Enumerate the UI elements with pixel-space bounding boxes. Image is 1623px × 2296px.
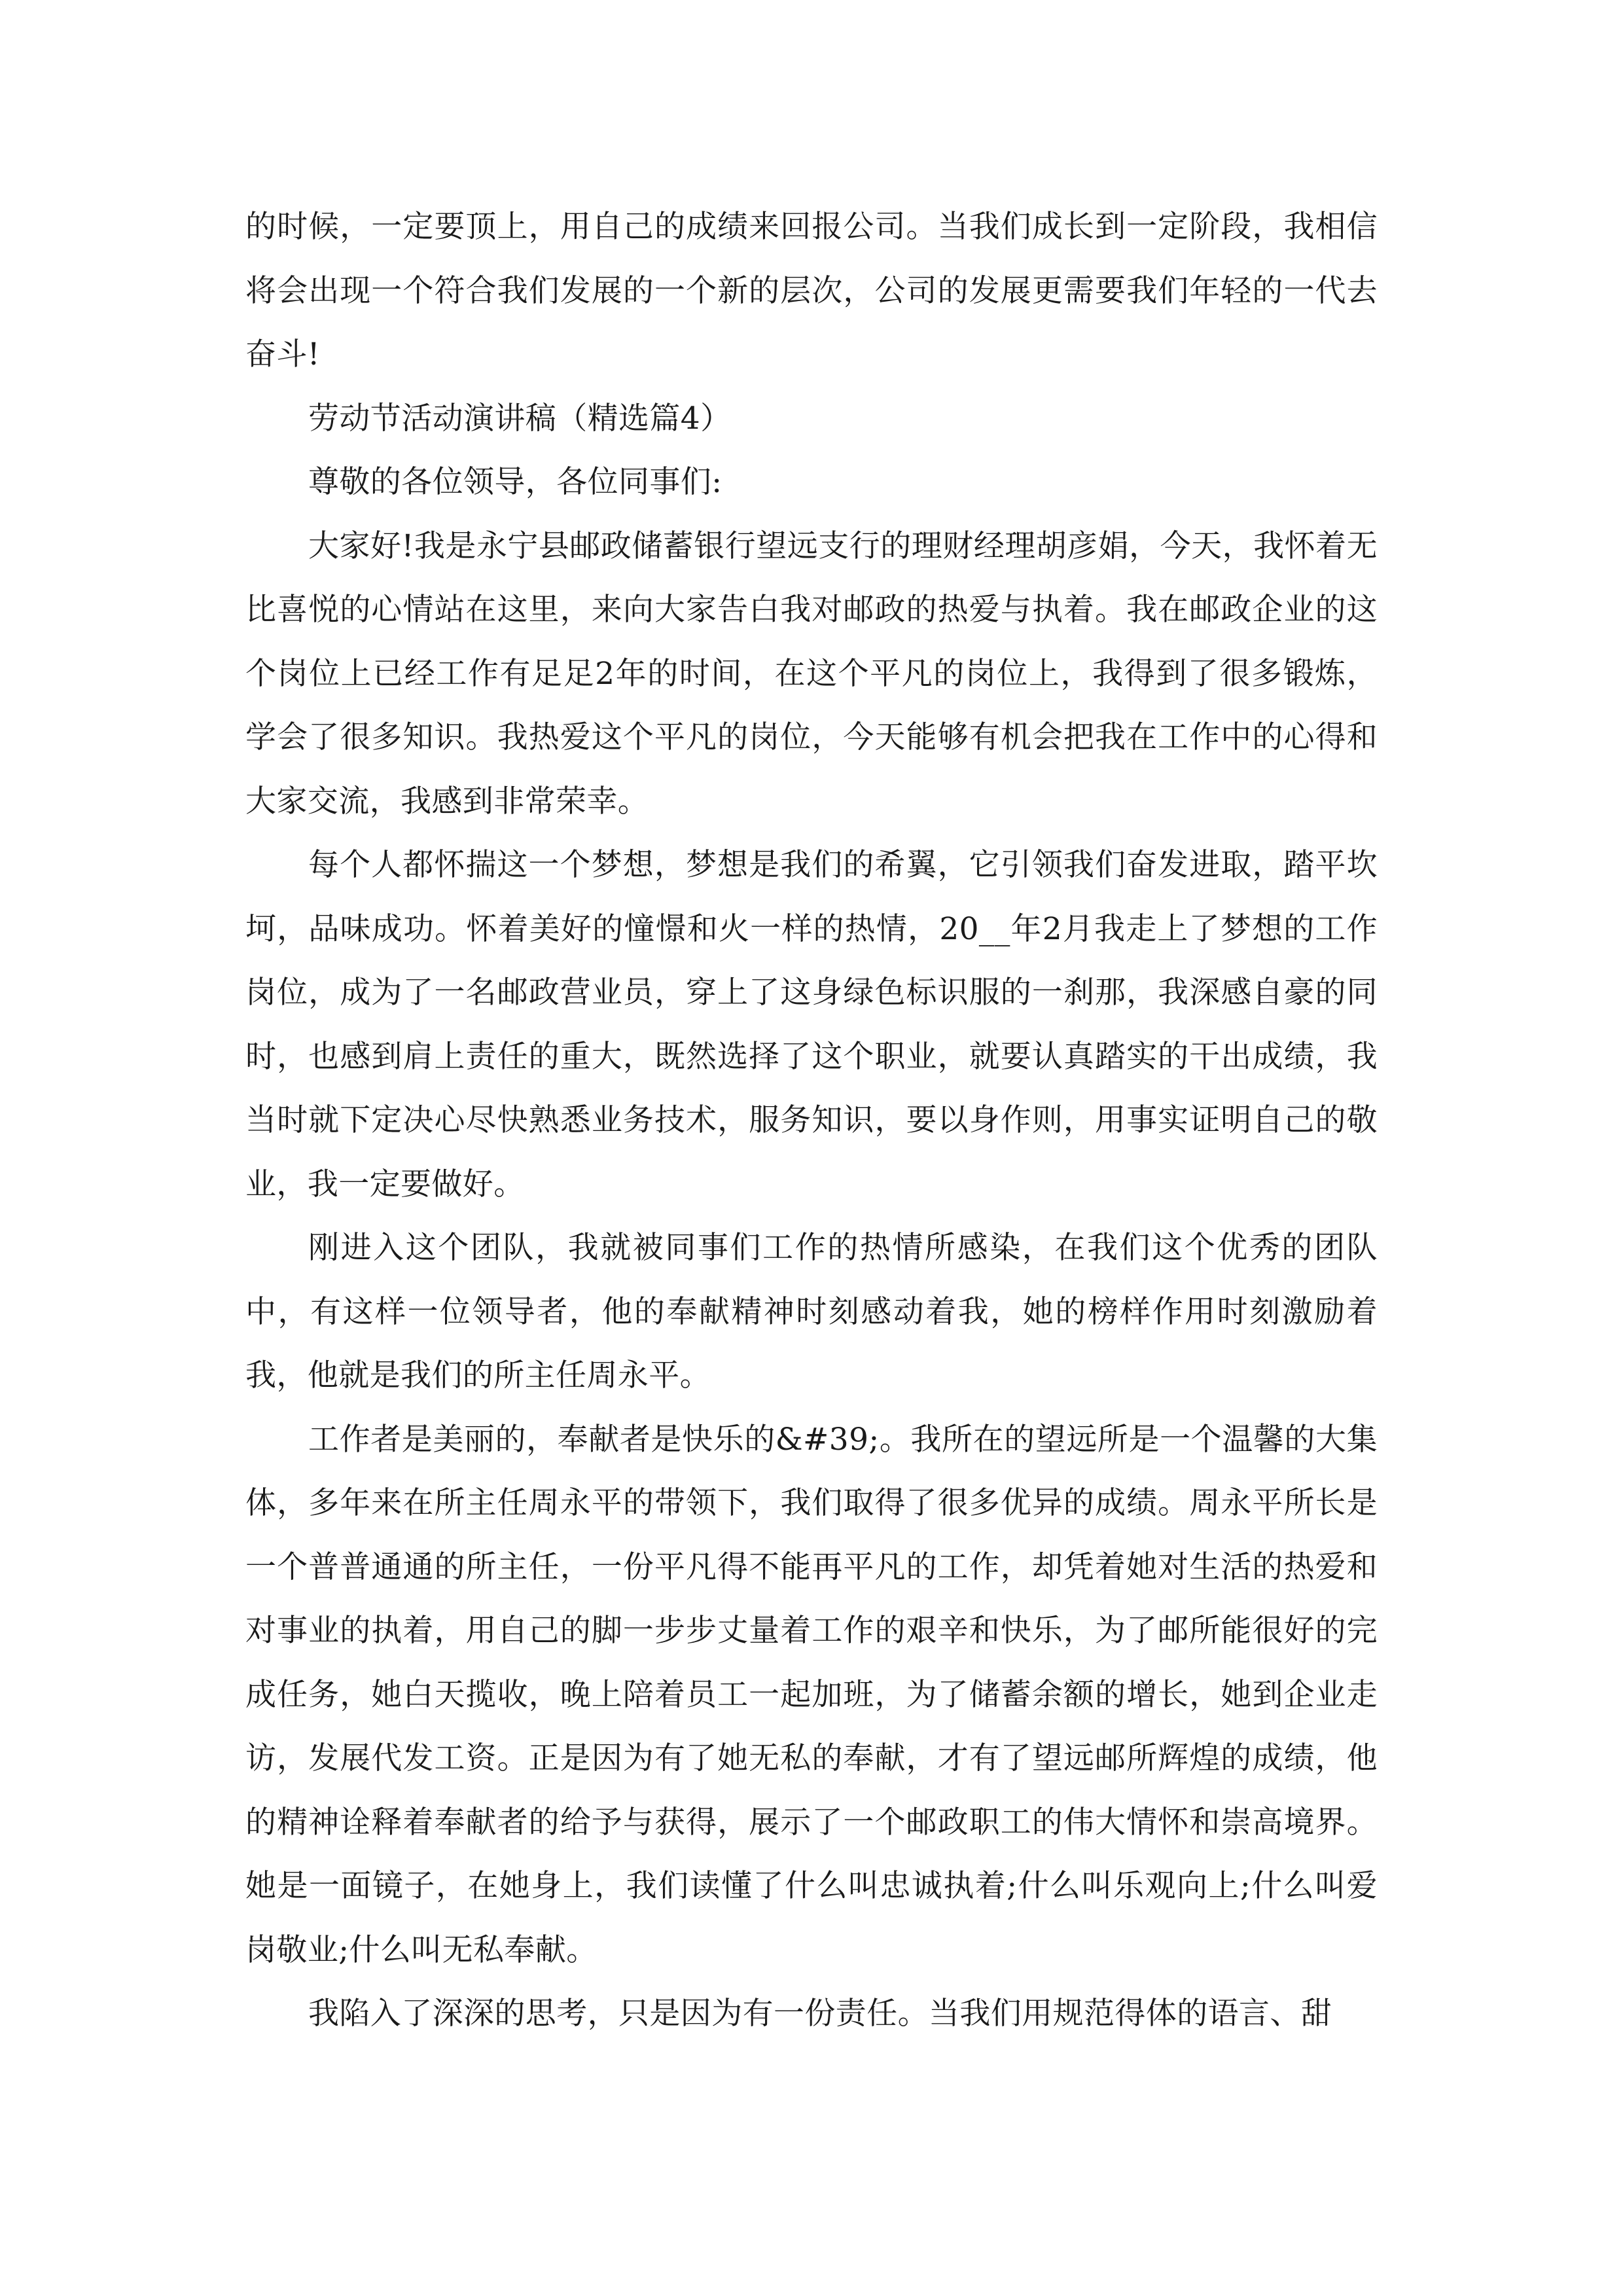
section-title: 劳动节活动演讲稿（精选篇4）	[308, 400, 732, 437]
salutation: 尊敬的各位领导，各位同事们:	[308, 464, 722, 500]
paragraph: 我陷入了深深的思考，只是因为有一份责任。当我们用规范得体的语言、甜	[308, 1996, 1332, 2032]
paragraph: 每个人都怀揣这一个梦想，梦想是我们的希翼，它引领我们奋发进取，踏平坎坷，品味成功。怀着美好的憧憬和火一样的热情，20__年2月我走上了梦想的工作岗位，成为了一名邮政营业员，穿上了这身绿色标识服的一刹那，我深感自豪的同时，也感到肩上责任的重大，既然选择了这个职业，就要认真踏实的干出成绩，我当时就下定决心尽快熟悉业务技术，服务知识，要以身作则，用事实证明自己的敬业，我一定要做好。	[245, 847, 1378, 1202]
paragraph: 工作者是美丽的，奉献者是快乐的&#39;。我所在的望远所是一个温馨的大集体，多年来在所主任周永平的带领下，我们取得了很多优异的成绩。周永平所长是一个普普通通的所主任，一份平凡得不能再平凡的工作，却凭着她对生活的热爱和对事业的执着，用自己的脚一步步丈量着工作的艰辛和快乐，为了邮所能很好的完成任务，她白天揽收，晚上陪着员工一起加班，为了储蓄余额的增长，她到企业走访，发展代发工资。正是因为有了她无私的奉献，才有了望远邮所辉煌的成绩，他的精神诠释着奉献者的给予与获得，展示了一个邮政职工的伟大情怀和崇高境界。她是一面镜子，在她身上，我们读懂了什么叫忠诚执着;什么叫乐观向上;什么叫爱岗敬业;什么叫无私奉献。	[245, 1421, 1378, 1968]
paragraph: 大家好!我是永宁县邮政储蓄银行望远支行的理财经理胡彦娟，今天，我怀着无比喜悦的心情站在这里，来向大家告白我对邮政的热爱与执着。我在邮政企业的这个岗位上已经工作有足足2年的时间，在这个平凡的岗位上，我得到了很多锻炼，学会了很多知识。我热爱这个平凡的岗位，今天能够有机会把我在工作中的心得和大家交流，我感到非常荣幸。	[245, 528, 1378, 819]
paragraph-continuation: 的时候，一定要顶上，用自己的成绩来回报公司。当我们成长到一定阶段，我相信将会出现一个符合我们发展的一个新的层次，公司的发展更需要我们年轻的一代去奋斗!	[245, 209, 1378, 372]
paragraph: 刚进入这个团队，我就被同事们工作的热情所感染，在我们这个优秀的团队中，有这样一位领导者，他的奉献精神时刻感动着我，她的榜样作用时刻激励着我，他就是我们的所主任周永平。	[245, 1230, 1378, 1393]
document-body	[245, 195, 1378, 2046]
